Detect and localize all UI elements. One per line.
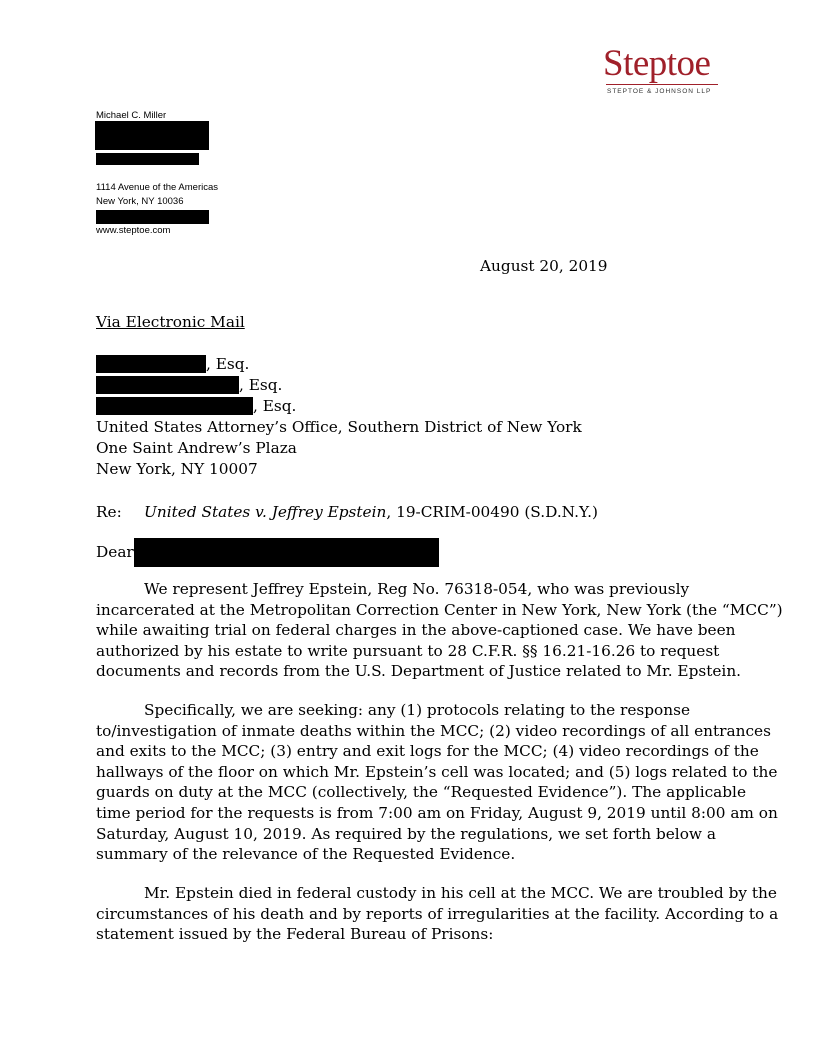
address-line-2: New York, NY 10036 [96, 196, 184, 207]
paragraph-line: summary of the relevance of the Requested Evidence. [96, 845, 516, 864]
address-line-1: 1114 Avenue of the Americas [96, 182, 219, 193]
paragraph-2 [96, 700, 778, 865]
recipient-street: One Saint Andrew’s Plaza [96, 439, 297, 457]
delivery-method: Via Electronic Mail [96, 313, 245, 331]
paragraph-line: Specifically, we are seeking: any (1) protocols relating to the response [144, 701, 691, 719]
firm-logo-subtitle: STEPTOE & JOHNSON LLP [607, 88, 712, 95]
paragraph-line: guards on duty at the MCC (collectively, the “Requested Evidence”). The applicable [96, 783, 747, 802]
salutation: Dear [96, 543, 134, 561]
paragraph-line: statement issued by the Federal Bureau of Prisons: [96, 925, 494, 944]
paragraph-line: incarcerated at the Metropolitan Correction Center in New York, New York (the “MCC”) [96, 600, 783, 619]
paragraph-line: We represent Jeffrey Epstein, Reg No. 76318-054, who was previously [144, 580, 690, 598]
redaction-block [96, 153, 199, 165]
paragraph-line: time period for the requests is from 7:00 am on Friday, August 9, 2019 until 8:00 am on [96, 803, 778, 822]
recipient-office: United States Attorney’s Office, Southern District of New York [96, 418, 582, 436]
paragraph-line: to/investigation of inmate deaths within the MCC; (2) video recordings of all entrances [96, 721, 771, 740]
redaction-block [95, 121, 209, 150]
case-number: , 19-CRIM-00490 (S.D.N.Y.) [386, 503, 598, 521]
redaction-block [96, 397, 253, 415]
website-link[interactable]: www.steptoe.com [96, 225, 171, 236]
re-subject [144, 502, 598, 523]
paragraph-line: hallways of the floor on which Mr. Epstein’s cell was located; and (5) logs related to the [96, 762, 778, 781]
paragraph-3 [96, 883, 778, 945]
paragraph-line: authorized by his estate to write pursuant to 28 C.F.R. §§ 16.21-16.26 to request [96, 641, 720, 660]
letter-date: August 20, 2019 [480, 257, 608, 275]
paragraph-line: circumstances of his death and by reports of irregularities at the facility. According to a [96, 904, 779, 923]
redaction-block [96, 376, 239, 394]
paragraph-line: Saturday, August 10, 2019. As required by the regulations, we set forth below a [96, 824, 716, 843]
redaction-block [96, 355, 206, 373]
recipient-suffix-3: , Esq. [253, 397, 297, 415]
paragraph-1 [96, 579, 783, 682]
recipient-city: New York, NY 10007 [96, 460, 258, 478]
paragraph-line: documents and records from the U.S. Department of Justice related to Mr. Epstein. [96, 662, 742, 681]
re-label: Re: [96, 503, 122, 521]
logo-divider [606, 84, 718, 85]
redaction-block [96, 210, 209, 224]
paragraph-line: and exits to the MCC; (3) entry and exit logs for the MCC; (4) video recordings of the [96, 742, 759, 761]
paragraph-line: while awaiting trial on federal charges in the above-captioned case. We have been [96, 621, 736, 640]
firm-logo: Steptoe [603, 43, 711, 84]
recipient-suffix-1: , Esq. [206, 355, 250, 373]
recipient-suffix-2: , Esq. [239, 376, 283, 394]
redaction-block [134, 538, 439, 567]
case-name: United States v. Jeffrey Epstein [144, 503, 387, 521]
paragraph-line: Mr. Epstein died in federal custody in his cell at the MCC. We are troubled by the [144, 884, 777, 902]
sender-name: Michael C. Miller [96, 110, 167, 121]
